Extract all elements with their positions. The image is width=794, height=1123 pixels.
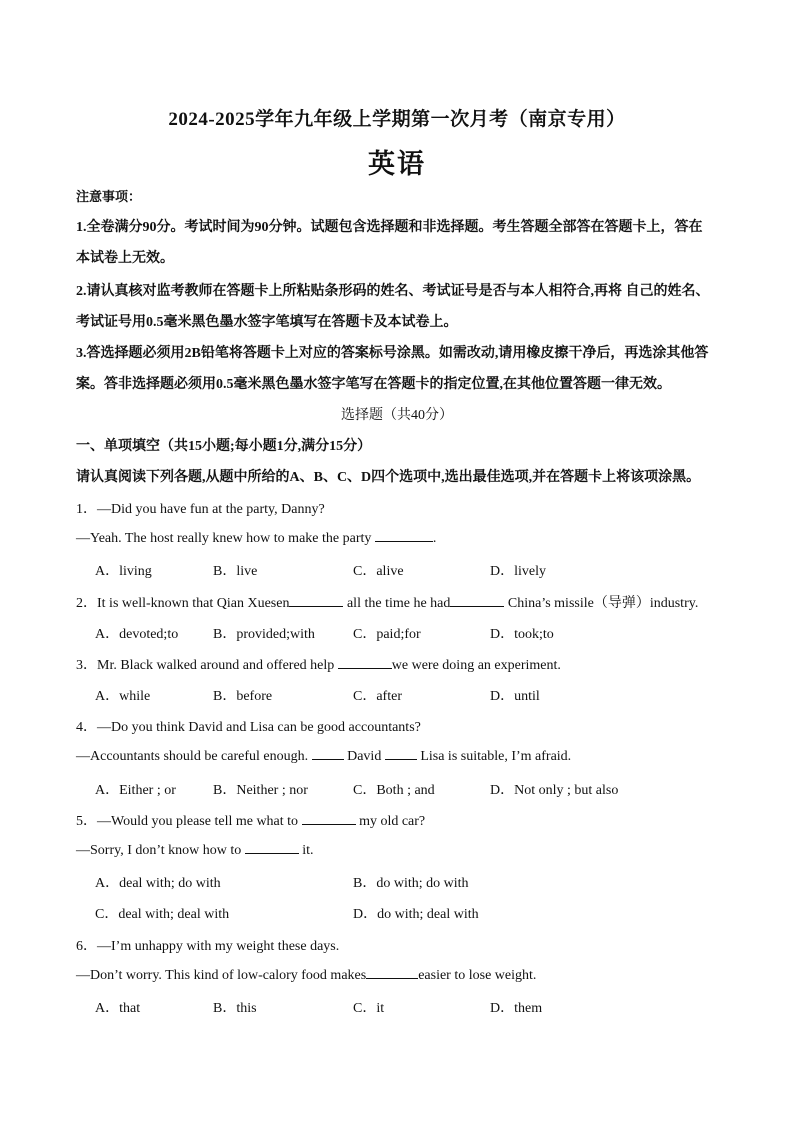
question-4-option-b: B．Neither ; nor — [213, 783, 308, 798]
question-3-option-c: C．after — [353, 689, 402, 704]
answer-blank — [302, 812, 356, 825]
question-5-line-1: 5．—Would you please tell me what to my old car? — [76, 814, 426, 829]
answer-blank — [450, 594, 504, 607]
question-4-option-d: D．Not only ; but also — [490, 783, 619, 798]
answer-blank — [312, 747, 344, 760]
part-title: 一、单项填空（共15小题;每小题1分,满分15分） — [76, 439, 372, 454]
question-3-option-d: D．until — [490, 689, 540, 704]
question-2-option-d: D．took;to — [490, 627, 554, 642]
question-4-line-1: 4．—Do you think David and Lisa can be good accountants? — [76, 720, 421, 735]
question-2-option-a: A．devoted;to — [95, 627, 179, 642]
question-2-option-c: C．paid;for — [353, 627, 421, 642]
question-6-line-1: 6．—I’m unhappy with my weight these days. — [76, 939, 340, 954]
question-4-line-2: —Accountants should be careful enough. David Lisa is suitable, I’m afraid. — [76, 749, 572, 764]
answer-blank — [289, 594, 343, 607]
question-2-option-b: B．provided;with — [213, 627, 315, 642]
question-5-line-2: —Sorry, I don’t know how to it. — [76, 843, 314, 858]
question-5-option-b: B．do with; do with — [353, 876, 469, 891]
notice-item-3-line-2: 案。答非选择题必须用0.5毫米黑色墨水签字笔写在答题卡的指定位置,在其他位置答题一律无效。 — [76, 377, 671, 392]
notice-item-2-line-2: 考试证号用0.5毫米黑色墨水签字笔填写在答题卡及本试卷上。 — [76, 315, 458, 330]
exam-title: 2024-2025学年九年级上学期第一次月考（南京专用） — [168, 109, 626, 130]
question-4-option-c: C．Both ; and — [353, 783, 435, 798]
question-1-option-c: C．alive — [353, 564, 404, 579]
answer-blank — [338, 656, 392, 669]
question-1-line-1: 1．—Did you have fun at the party, Danny? — [76, 502, 325, 517]
notice-item-1-line-1: 1.全卷满分90分。考试时间为90分钟。试题包含选择题和非选择题。考生答题全部答在答题卡上，答在 — [76, 220, 703, 235]
part-instruction: 请认真阅读下列各题,从题中所给的A、B、C、D四个选项中,选出最佳选项,并在答题卡上将该项涂黑。 — [76, 470, 701, 485]
notice-item-2-line-1: 2.请认真核对监考教师在答题卡上所粘贴条形码的姓名、考试证号是否与本人相符合,再将 自己的姓名、 — [76, 284, 710, 299]
question-1-line-2: —Yeah. The host really knew how to make the party . — [76, 531, 437, 546]
question-6-option-c: C．it — [353, 1001, 385, 1016]
question-6-line-2: —Don’t worry. This kind of low-calory food makes easier to lose weight. — [76, 968, 537, 983]
question-3-line-1: 3．Mr. Black walked around and offered help we were doing an experiment. — [76, 658, 561, 673]
section-title: 选择题（共40分） — [341, 408, 453, 423]
question-1-option-b: B．live — [213, 564, 258, 579]
question-6-option-d: D．them — [490, 1001, 543, 1016]
notice-heading: 注意事项： — [76, 189, 142, 204]
question-6-option-b: B．this — [213, 1001, 257, 1016]
notice-item-1-line-2: 本试卷上无效。 — [76, 251, 174, 266]
question-3-option-a: A．while — [95, 689, 151, 704]
question-1-option-d: D．lively — [490, 564, 546, 579]
notice-item-3-line-1: 3.答选择题必须用2B铅笔将答题卡上对应的答案标号涂黑。如需改动,请用橡皮擦干净后，再选涂其他答 — [76, 346, 709, 361]
subject-title: 英语 — [368, 149, 426, 179]
question-5-option-c: C．deal with; deal with — [95, 907, 230, 922]
question-5-option-d: D．do with; deal with — [353, 907, 479, 922]
answer-blank — [385, 747, 417, 760]
answer-blank — [375, 529, 433, 542]
question-1-option-a: A．living — [95, 564, 152, 579]
question-5-option-a: A．deal with; do with — [95, 876, 221, 891]
question-4-option-a: A．Either ; or — [95, 783, 176, 798]
question-2-line-1: 2．It is well-known that Qian Xuesen all the time he had China’s missile（导弹）industry. — [76, 596, 699, 611]
answer-blank — [366, 966, 418, 979]
question-6-option-a: A．that — [95, 1001, 141, 1016]
question-3-option-b: B．before — [213, 689, 273, 704]
answer-blank — [245, 841, 299, 854]
